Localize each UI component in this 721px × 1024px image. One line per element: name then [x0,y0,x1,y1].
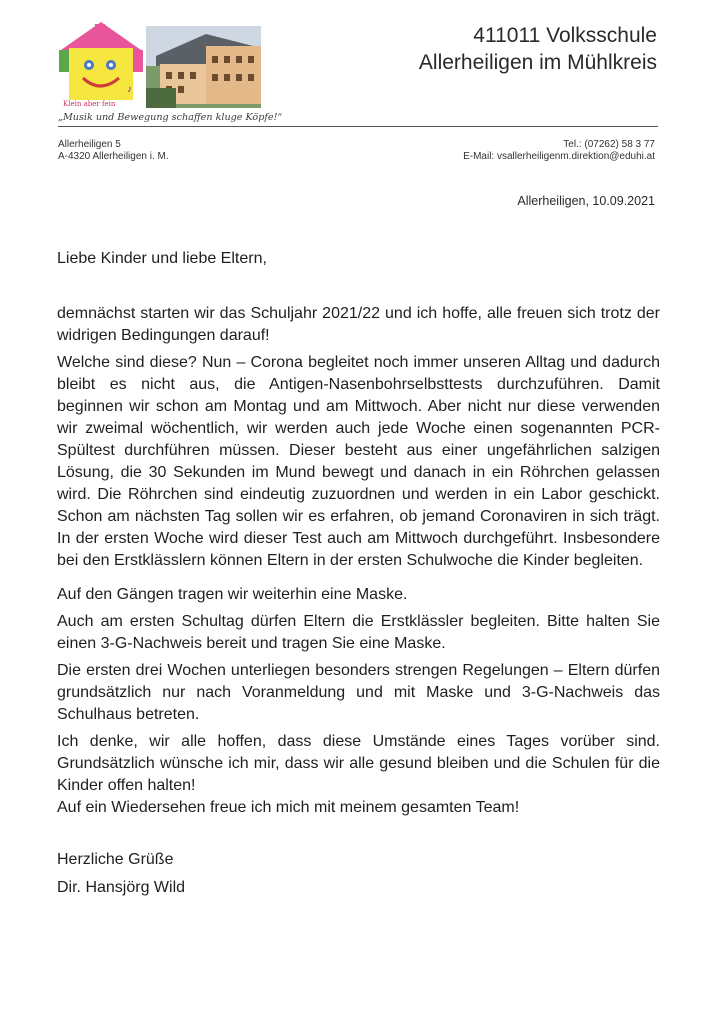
contact-email: E-Mail: vsallerheiligenm.direktion@eduhi.at [463,151,655,162]
letter-paragraph: Die ersten drei Wochen unterliegen besonders strengen Regelungen – Eltern dürfen grundsätzlich nur nach Voranmeldung und mit Maske und 3-G-Nachweis das Schulhaus betreten. [57,662,660,723]
school-motto: „Musik und Bewegung schaffen kluge Köpfe!“ [58,112,283,123]
letter-paragraph: Welche sind diese? Nun – Corona begleitet noch immer unseren Alltag und dadurch bleibt es nicht aus, die Antigen-Nasenbohrselbsttests durchzuführen. Damit beginnen wir schon am Montag und am Mittwoch. Aber nicht nur diese verwenden wir zweimal wöchentlich, wir werden auch jede Woche einen sogenannten PCR-Spültest durchführen müssen. Dieser besteht aus einer ungefährlichen salzigen Lösung, die 30 Sekunden im Mund bewegt und danach in ein Röhrchen gelassen wird. Die Röhrchen sind eindeutig zuzuordnen und werden in ein Labor geschickt. Schon am nächsten Tag sollen wir es erfahren, ob jemand Coronaviren in sich trägt. In der ersten Woche wird dieser Test auch am Mittwoch durchgeführt. Insbesondere bei den Erstklässlern können Eltern in der ersten Schulwoche die Kinder begleiten. [57,354,660,569]
logo-tagline: Klein aber fein [63,100,116,108]
school-building-photo [146,26,261,108]
header-divider [58,126,658,127]
letter-date: Allerheiligen, 10.09.2021 [517,194,655,208]
letter-signature: Dir. Hansjörg Wild [57,879,186,896]
letter-paragraph: demnächst starten wir das Schuljahr 2021/22 und ich hoffe, alle freuen sich trotz der widrigen Bedingungen darauf! [57,305,660,344]
contact-phone: Tel.: (07262) 58 3 77 [563,139,655,150]
svg-text:♪: ♪ [127,84,132,95]
letter-salutation: Liebe Kinder und liebe Eltern, [57,250,267,267]
school-house-logo [57,20,145,112]
letter-paragraph: Auf ein Wiedersehen freue ich mich mit meinem gesamten Team! [57,799,520,816]
school-number: 411011 Volksschule [473,24,657,47]
letter-paragraph: Ich denke, wir alle hoffen, dass diese Umstände eines Tages vorüber sind. Grundsätzlich wünsche ich mir, dass wir alle gesund bleiben und die Schulen für die Kinder offen halten! [57,733,660,794]
address-street: Allerheiligen 5 [58,139,121,150]
school-name: Allerheiligen im Mühlkreis [418,51,657,74]
letter-closing: Herzliche Grüße [57,851,174,868]
letter-paragraph: Auf den Gängen tragen wir weiterhin eine Maske. [57,586,408,603]
address-city: A-4320 Allerheiligen i. M. [58,151,169,162]
letter-paragraph: Auch am ersten Schultag dürfen Eltern die Erstklässler begleiten. Bitte halten Sie einen 3-G-Nachweis bereit und tragen Sie eine Maske. [57,613,660,652]
